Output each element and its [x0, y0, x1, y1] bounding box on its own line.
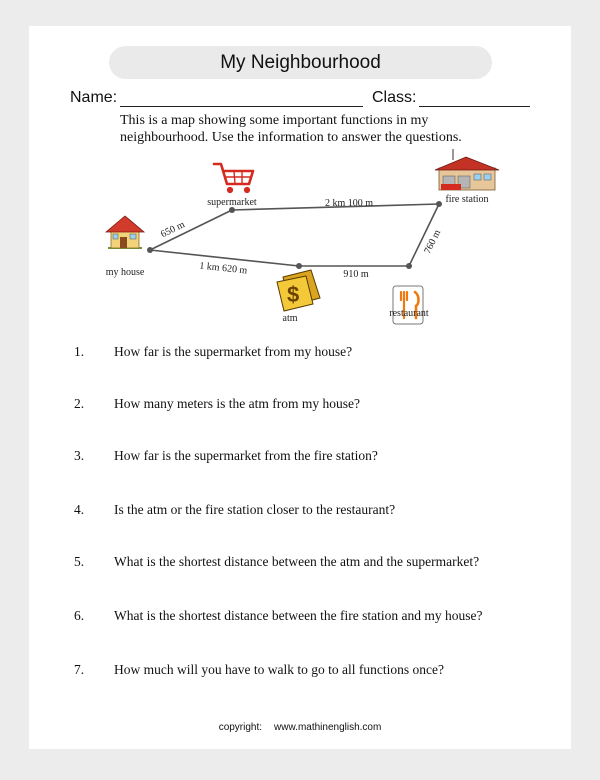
class-blank-line: [419, 106, 530, 107]
fire-station-icon: [435, 149, 499, 190]
place-label-fire-station: fire station: [445, 194, 489, 205]
place-label-my-house: my house: [105, 267, 145, 278]
place-label-restaurant: restaurant: [389, 308, 429, 319]
node-my-house: [147, 247, 153, 253]
distance-label-firestation-restaurant: 760 m: [422, 228, 444, 256]
worksheet-page: My Neighbourhood Name: Class: This is a map showing some important functions in my neighbourhood. Use the information to answer the questions. $ my house supermarket fire station atm restaurant 650 m 2 km 100 m 760 m 1 km 620 m 910 m 1. How far is the supermarket from my house? 2. How many meters is the atm from my house? 3. How far is the supermarket from the fire station? 4. Is the atm or the fire station closer to the restaurant? 5. What is the shortest distance between the atm and the supermarket? 6. What is the shortest distance between the fire station and my house? 7. How much will you have to walk to go to all functions once? copyright: www.mathinenglish.com: [29, 26, 571, 749]
copyright-label: copyright:: [218, 722, 263, 733]
shopping-cart-icon: [214, 164, 253, 193]
place-label-atm: atm: [282, 313, 298, 324]
node-fire-station: [436, 201, 442, 207]
worksheet-title: My Neighbourhood: [109, 46, 492, 79]
neighbourhood-map: [29, 146, 571, 331]
house-icon: [106, 216, 144, 249]
name-label: Name:: [70, 89, 118, 106]
distance-label-house-atm: 1 km 620 m: [198, 260, 248, 277]
place-label-supermarket: supermarket: [207, 197, 257, 208]
distance-label-house-supermarket: 650 m: [159, 219, 187, 241]
class-label: Class:: [372, 89, 417, 106]
copyright-site-link[interactable]: www.mathinenglish.com: [274, 722, 382, 733]
distance-label-supermarket-firestation: 2 km 100 m: [324, 198, 374, 209]
copyright-footer: [29, 722, 571, 733]
distance-label-atm-restaurant: 910 m: [343, 269, 369, 280]
node-atm: [296, 263, 302, 269]
name-blank-line: [120, 106, 363, 107]
atm-money-icon: [277, 270, 320, 311]
intro-text: This is a map showing some important functions in my neighbourhood. Use the information to answer the questions.: [120, 113, 462, 145]
node-restaurant: [406, 263, 412, 269]
svg-text:$: $: [287, 282, 300, 307]
